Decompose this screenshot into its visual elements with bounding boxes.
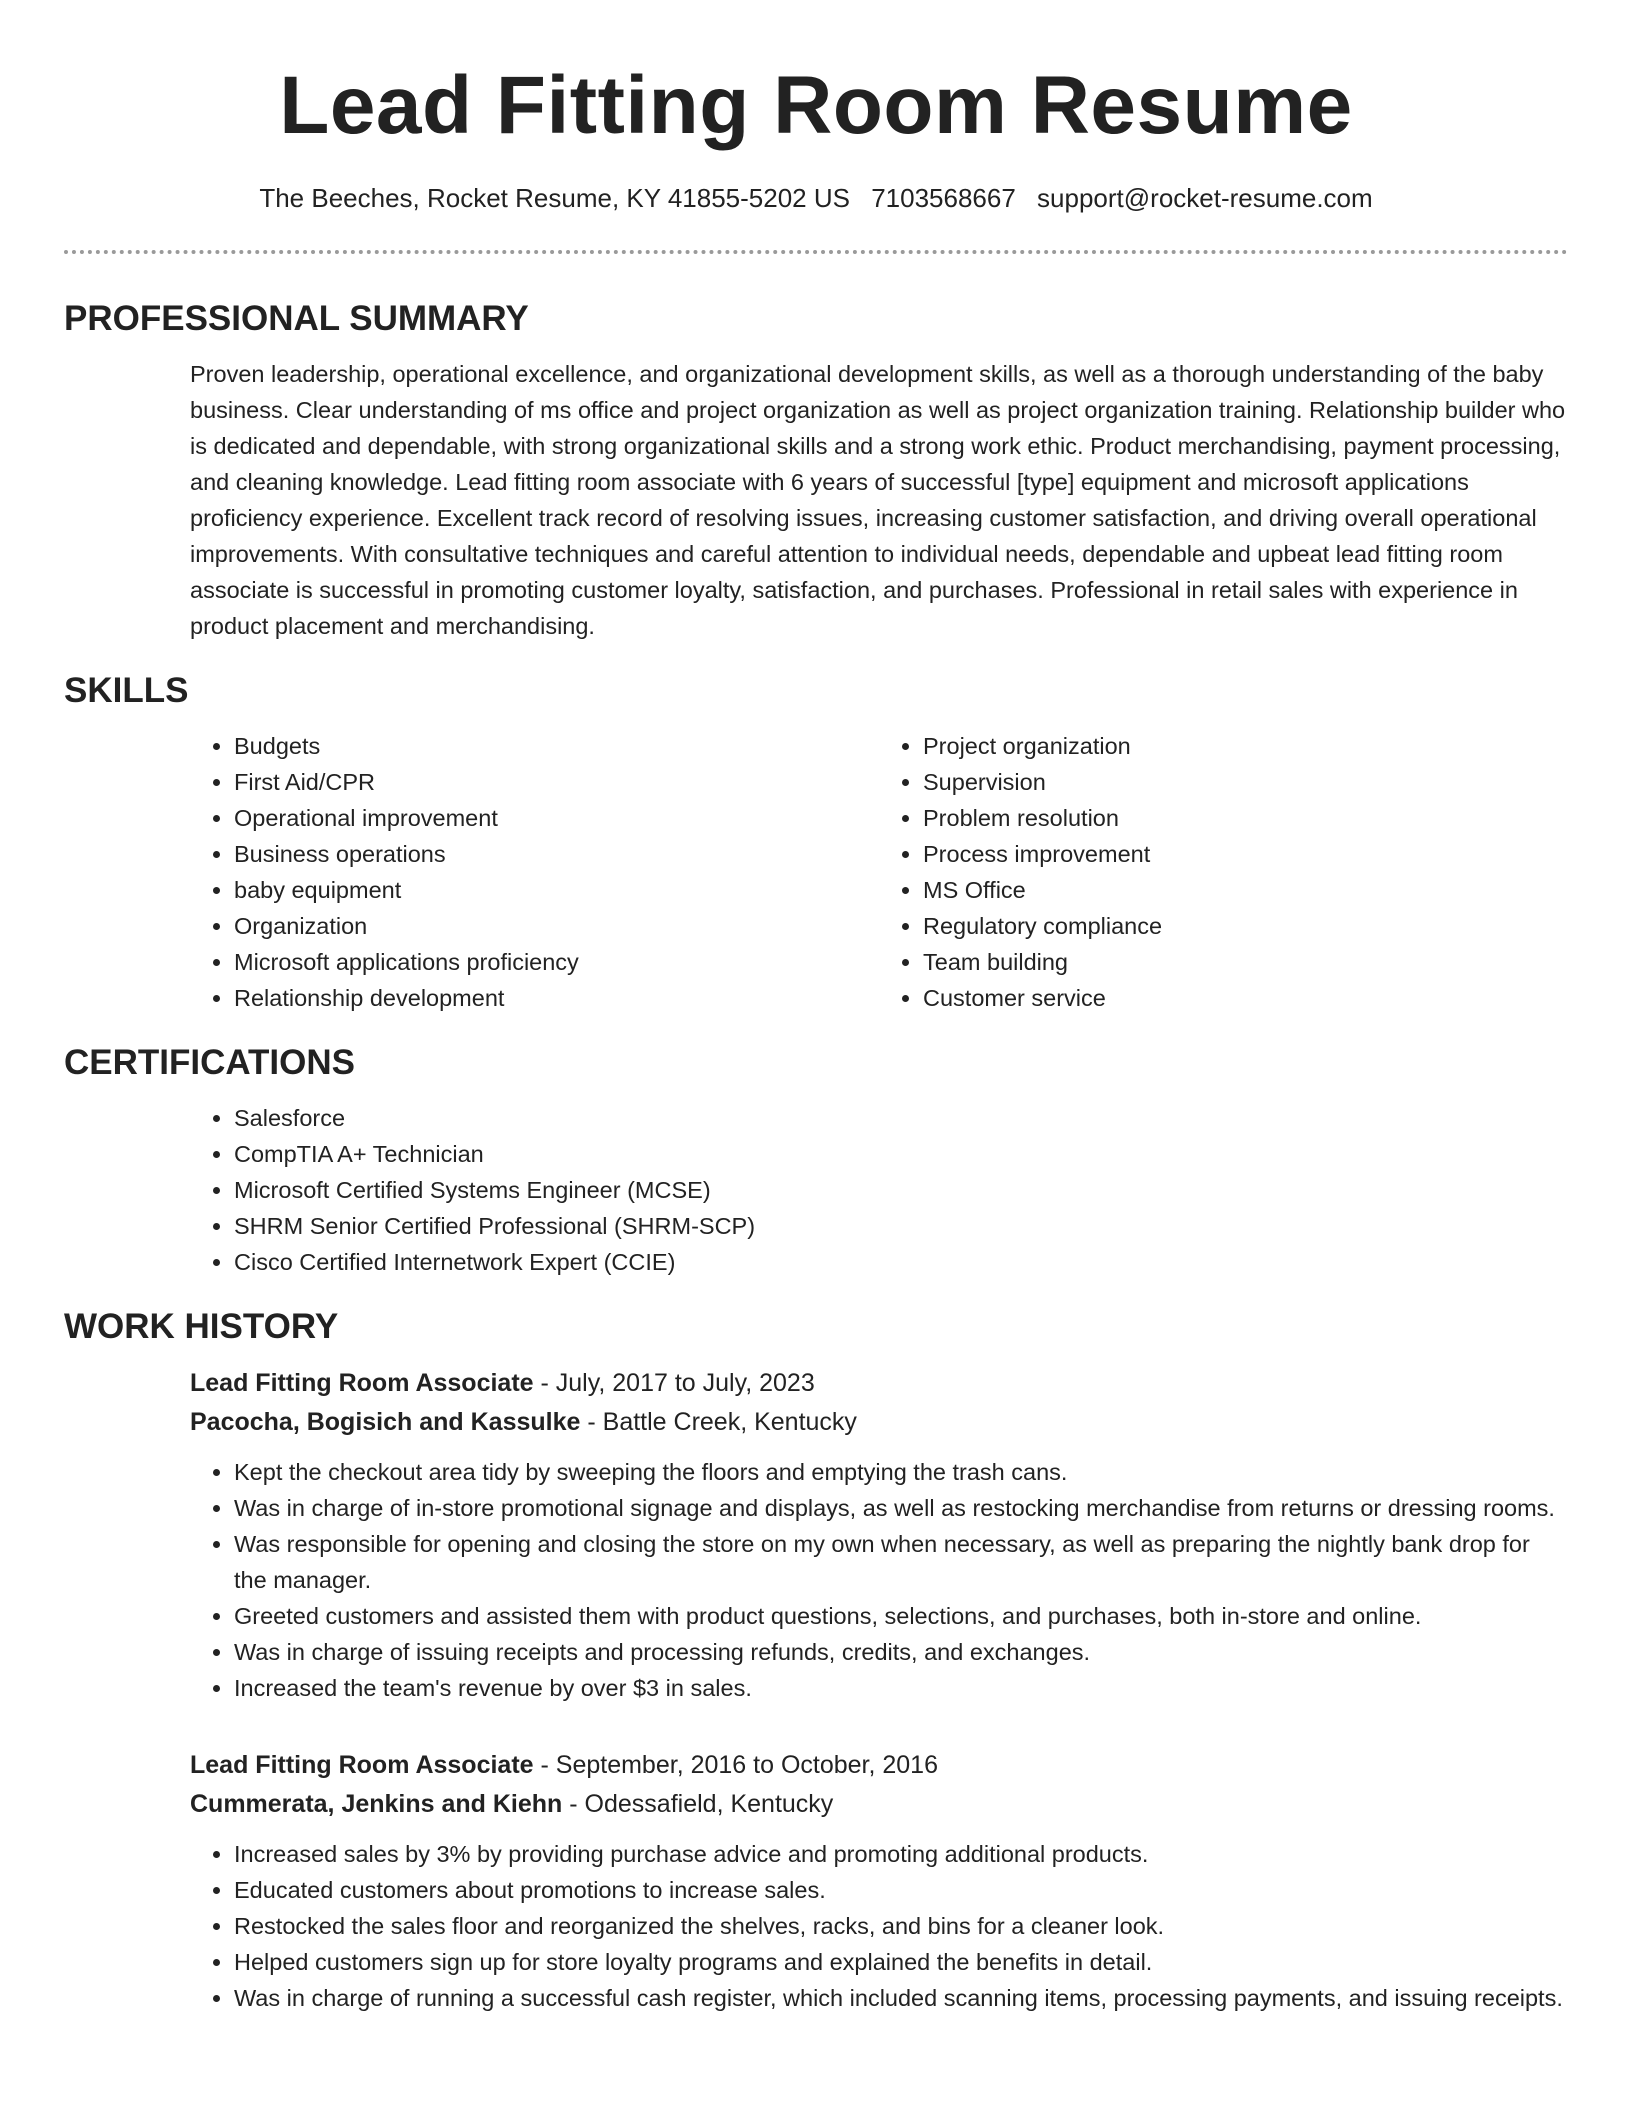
job-dates: - September, 2016 to October, 2016 (533, 1751, 938, 1779)
skill-item: • MS Office (923, 872, 1568, 908)
certification-item: • Microsoft Certified Systems Engineer (MCSE) (234, 1172, 1568, 1208)
resume-content (64, 296, 1568, 2040)
skill-item: • Relationship development (234, 980, 879, 1016)
job-title: Lead Fitting Room Associate (190, 1751, 534, 1779)
certification-item: • CompTIA A+ Technician (234, 1136, 1568, 1172)
job-company-line (190, 1785, 1568, 1824)
contact-address: The Beeches, Rocket Resume, KY 41855-5202 US (259, 183, 850, 213)
job-bullet: • Helped customers sign up for store loyalty programs and explained the benefits in detail. (234, 1944, 1568, 1980)
resume-title: Lead Fitting Room Resume (279, 60, 1353, 151)
job-bullet-list (190, 1454, 1568, 1706)
job-title-line (190, 1364, 1568, 1403)
job-bullet: • Was in charge of issuing receipts and processing refunds, credits, and exchanges. (234, 1634, 1568, 1670)
certification-item: • Salesforce (234, 1100, 1568, 1136)
job-bullet: • Educated customers about promotions to increase sales. (234, 1872, 1568, 1908)
job-bullet: • Was in charge of running a successful cash register, which included scanning items, processing payments, and issuing receipts. (234, 1980, 1568, 2016)
certifications-heading: CERTIFICATIONS (64, 1043, 356, 1082)
skill-item: • First Aid/CPR (234, 764, 879, 800)
job-bullet: • Greeted customers and assisted them with product questions, selections, and purchases, both in-store and online. (234, 1598, 1568, 1634)
skill-item: • Supervision (923, 764, 1568, 800)
summary-heading: PROFESSIONAL SUMMARY (64, 299, 529, 338)
summary-text: Proven leadership, operational excellence, and organizational development skills, as well as a thorough understanding of the baby business. Clear understanding of ms office and project organization as well as project organization training. Relationship builder who is dedicated and dependable, with strong organizational skills and a strong work ethic. Product merchandising, payment processing, and cleaning knowledge. Lead fitting room associate with 6 years of successful [type] equipment and microsoft applications proficiency experience. Excellent track record of resolving issues, increasing customer satisfaction, and driving overall operational improvements. With consultative techniques and careful attention to individual needs, dependable and upbeat lead fitting room associate is successful in promoting customer loyalty, satisfaction, and purchases. Professional in retail sales with experience in product placement and merchandising. (190, 361, 1566, 639)
skill-item: • Operational improvement (234, 800, 879, 836)
job-bullet: • Was responsible for opening and closing the store on my own when necessary, as well as preparing the nightly bank drop for the manager. (234, 1526, 1568, 1598)
job-entry (190, 1364, 1568, 1706)
job-company-line (190, 1403, 1568, 1442)
job-location: - Odessafield, Kentucky (562, 1790, 834, 1818)
skill-item: • Customer service (923, 980, 1568, 1016)
skill-item: • Business operations (234, 836, 879, 872)
job-company: Cummerata, Jenkins and Kiehn (190, 1790, 563, 1818)
certification-item: • SHRM Senior Certified Professional (SHRM-SCP) (234, 1208, 1568, 1244)
skill-item: • Microsoft applications proficiency (234, 944, 879, 980)
job-company: Pacocha, Bogisich and Kassulke (190, 1408, 581, 1436)
skill-item: • Regulatory compliance (923, 908, 1568, 944)
contact-email: support@rocket-resume.com (1037, 183, 1373, 213)
job-bullet: • Increased the team's revenue by over $3 in sales. (234, 1670, 1568, 1706)
skills-list-right (879, 728, 1568, 1016)
skill-item: • Process improvement (923, 836, 1568, 872)
header-divider (64, 250, 1568, 254)
work-history-heading: WORK HISTORY (64, 1307, 339, 1346)
job-bullet-list (190, 1836, 1568, 2016)
skill-item: • Organization (234, 908, 879, 944)
job-bullet: • Increased sales by 3% by providing purchase advice and promoting additional products. (234, 1836, 1568, 1872)
skill-item: • baby equipment (234, 872, 879, 908)
job-location: - Battle Creek, Kentucky (580, 1408, 857, 1436)
skill-item: • Budgets (234, 728, 879, 764)
job-dates: - July, 2017 to July, 2023 (533, 1369, 815, 1397)
contact-phone: 7103568667 (871, 183, 1016, 213)
skills-list-left (190, 728, 879, 1016)
skill-item: • Project organization (923, 728, 1568, 764)
skill-item: • Problem resolution (923, 800, 1568, 836)
job-title-line (190, 1746, 1568, 1785)
job-bullet: • Was in charge of in-store promotional signage and displays, as well as restocking merchandise from returns or dressing rooms. (234, 1490, 1568, 1526)
skill-item: • Team building (923, 944, 1568, 980)
job-bullet: • Kept the checkout area tidy by sweeping the floors and emptying the trash cans. (234, 1454, 1568, 1490)
job-entry (190, 1746, 1568, 2016)
certifications-list (190, 1100, 1568, 1280)
certifications-section (64, 1040, 1568, 1280)
contact-line (64, 180, 1568, 216)
certification-item: • Cisco Certified Internetwork Expert (CCIE) (234, 1244, 1568, 1280)
job-bullet: • Restocked the sales floor and reorganized the shelves, racks, and bins for a cleaner look. (234, 1908, 1568, 1944)
work-history-section (64, 1304, 1568, 2016)
skills-heading: SKILLS (64, 671, 189, 710)
summary-section (64, 296, 1568, 644)
job-title: Lead Fitting Room Associate (190, 1369, 534, 1397)
skills-section (64, 668, 1568, 1016)
